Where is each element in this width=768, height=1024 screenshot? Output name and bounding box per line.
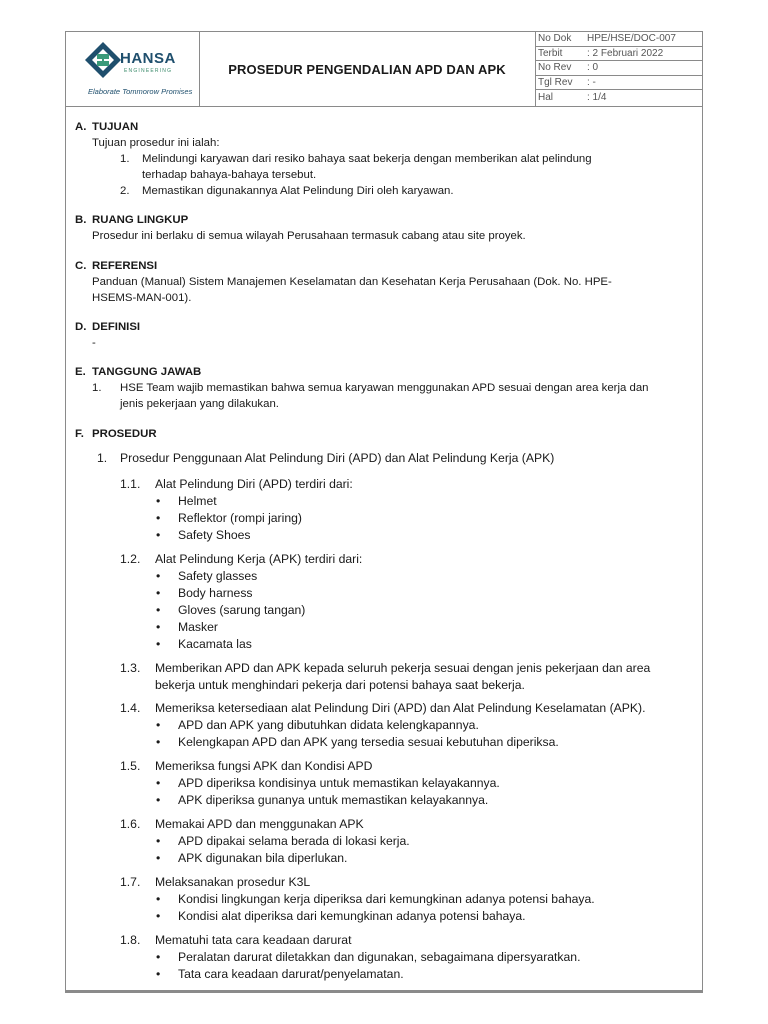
meta-value: : - bbox=[587, 77, 596, 89]
subsection-number: 1.5. bbox=[120, 759, 141, 773]
subsection-number: 1.7. bbox=[120, 875, 141, 889]
section-title: TANGGUNG JAWAB bbox=[92, 366, 202, 378]
section-heading-prosedur bbox=[75, 426, 157, 442]
bullet-icon: • bbox=[156, 620, 161, 634]
tujuan-intro: Tujuan prosedur ini ialah: bbox=[92, 137, 220, 149]
subsection-text-line1: Memberikan APD dan APK kepada seluruh pekerja sesuai dengan jenis pekerjaan dan area bbox=[155, 661, 651, 675]
meta-key: Hal bbox=[538, 92, 554, 104]
subsection-number: 1.6. bbox=[120, 817, 141, 831]
section-letter: E. bbox=[75, 366, 86, 378]
subsection-number: 1.1. bbox=[120, 477, 141, 491]
definisi-text: - bbox=[92, 337, 96, 349]
ruang-lingkup-text: Prosedur ini berlaku di semua wilayah Perusahaan termasuk cabang atau site proyek. bbox=[92, 230, 526, 242]
section-letter: C. bbox=[75, 260, 87, 272]
subsection-title: Memeriksa fungsi APK dan Kondisi APD bbox=[155, 759, 373, 773]
bullet-icon: • bbox=[156, 718, 161, 732]
subsection-title: Memeriksa ketersediaan alat Pelindung Diri (APD) dan Alat Pelindung Keselamatan (APK). bbox=[155, 701, 646, 715]
subsection-number: 1.2. bbox=[120, 552, 141, 566]
bullet-icon: • bbox=[156, 892, 161, 906]
hansa-logo-icon bbox=[83, 40, 123, 80]
subsection-title: Melaksanakan prosedur K3L bbox=[155, 875, 311, 889]
list-item: Helmet bbox=[178, 494, 217, 508]
title-cell bbox=[199, 32, 536, 106]
list-item: Kelengkapan APD dan APK yang tersedia sesuai kebutuhan diperiksa. bbox=[178, 735, 559, 749]
bullet-icon: • bbox=[156, 793, 161, 807]
list-item: Reflektor (rompi jaring) bbox=[178, 511, 302, 525]
section-heading-ruang-lingkup bbox=[75, 212, 188, 228]
list-number: 1. bbox=[92, 382, 102, 394]
section-letter: B. bbox=[75, 214, 87, 226]
list-item: APD dipakai selama berada di lokasi kerja. bbox=[178, 834, 410, 848]
list-item: Tata cara keadaan darurat/penyelamatan. bbox=[178, 967, 404, 981]
list-item: APD dan APK yang dibutuhkan didata kelengkapannya. bbox=[178, 718, 479, 732]
section-letter: D. bbox=[75, 321, 87, 333]
subsection-title: Mematuhi tata cara keadaan darurat bbox=[155, 933, 352, 947]
referensi-line2: HSEMS-MAN-001). bbox=[92, 292, 192, 304]
bullet-icon: • bbox=[156, 735, 161, 749]
meta-value: : 1/4 bbox=[587, 92, 607, 104]
list-number: 2. bbox=[120, 185, 130, 197]
logo-name: HANSA bbox=[120, 50, 176, 67]
logo-cell bbox=[66, 32, 200, 106]
meta-key: Terbit bbox=[538, 47, 563, 59]
meta-row-rev bbox=[535, 61, 702, 76]
list-item: Safety Shoes bbox=[178, 528, 251, 542]
subsection-title: Alat Pelindung Kerja (APK) terdiri dari: bbox=[155, 552, 363, 566]
bullet-icon: • bbox=[156, 586, 161, 600]
prosedur-1-title: Prosedur Penggunaan Alat Pelindung Diri (APD) dan Alat Pelindung Kerja (APK) bbox=[120, 451, 555, 465]
list-item: APD diperiksa kondisinya untuk memastikan kelayakannya. bbox=[178, 776, 500, 790]
referensi-line1: Panduan (Manual) Sistem Manajemen Keselamatan dan Kesehatan Kerja Perusahaan (Dok. No. HPE- bbox=[92, 276, 612, 288]
list-item: Peralatan darurat diletakkan dan digunakan, sebagaimana dipersyaratkan. bbox=[178, 950, 581, 964]
meta-value: : 2 Februari 2022 bbox=[587, 47, 664, 59]
tujuan-item-2: Memastikan digunakannya Alat Pelindung Diri oleh karyawan. bbox=[142, 185, 454, 197]
list-number: 1. bbox=[120, 153, 130, 165]
section-heading-referensi bbox=[75, 258, 157, 274]
meta-row-doc bbox=[535, 32, 702, 47]
subsection-number: 1.8. bbox=[120, 933, 141, 947]
section-title: RUANG LINGKUP bbox=[92, 214, 189, 226]
section-heading-definisi bbox=[75, 319, 140, 335]
document-header bbox=[66, 32, 702, 107]
document-meta bbox=[535, 32, 702, 106]
subsection-title: Memakai APD dan menggunakan APK bbox=[155, 817, 364, 831]
bullet-icon: • bbox=[156, 834, 161, 848]
meta-key: No Rev bbox=[538, 62, 572, 74]
meta-row-hal bbox=[535, 90, 702, 105]
list-item: Kondisi lingkungan kerja diperiksa dari kemungkinan adanya potensi bahaya. bbox=[178, 892, 595, 906]
bullet-icon: • bbox=[156, 603, 161, 617]
list-item: Safety glasses bbox=[178, 569, 258, 583]
meta-key: Tgl Rev bbox=[538, 77, 573, 89]
list-number: 1. bbox=[97, 451, 108, 465]
section-letter: A. bbox=[75, 121, 87, 133]
document-page bbox=[65, 31, 703, 993]
section-heading-tanggung-jawab bbox=[75, 364, 201, 380]
bullet-icon: • bbox=[156, 494, 161, 508]
meta-value: HPE/HSE/DOC-007 bbox=[587, 33, 676, 45]
tanggung-jawab-line2: jenis pekerjaan yang dilakukan. bbox=[120, 398, 279, 410]
subsection-text-line2: bekerja untuk menghindari pekerja dari potensi bahaya saat bekerja. bbox=[155, 678, 525, 692]
list-item: Kacamata las bbox=[178, 637, 252, 651]
section-title: REFERENSI bbox=[92, 260, 158, 272]
meta-row-terbit bbox=[535, 47, 702, 62]
bullet-icon: • bbox=[156, 909, 161, 923]
bullet-icon: • bbox=[156, 950, 161, 964]
section-letter: F. bbox=[75, 428, 84, 440]
meta-value: : 0 bbox=[587, 62, 599, 74]
list-item: APK digunakan bila diperlukan. bbox=[178, 851, 348, 865]
tujuan-item-1-line1: Melindungi karyawan dari resiko bahaya saat bekerja dengan memberikan alat pelindung bbox=[142, 153, 592, 165]
list-item: Body harness bbox=[178, 586, 253, 600]
subsection-number: 1.3. bbox=[120, 661, 141, 675]
bullet-icon: • bbox=[156, 511, 161, 525]
list-item: APK diperiksa gunanya untuk memastikan kelayakannya. bbox=[178, 793, 489, 807]
subsection-number: 1.4. bbox=[120, 701, 141, 715]
bullet-icon: • bbox=[156, 569, 161, 583]
bullet-icon: • bbox=[156, 851, 161, 865]
section-title: PROSEDUR bbox=[92, 428, 157, 440]
logo-subtitle: ENGINEERING bbox=[124, 68, 173, 74]
tujuan-item-1-line2: terhadap bahaya-bahaya tersebut. bbox=[142, 169, 317, 181]
list-item: Gloves (sarung tangan) bbox=[178, 603, 306, 617]
meta-row-tglrev bbox=[535, 76, 702, 91]
document-title: PROSEDUR PENGENDALIAN APD DAN APK bbox=[228, 61, 506, 77]
section-heading-tujuan bbox=[75, 119, 138, 135]
logo-tagline: Elaborate Tommorow Promises bbox=[88, 87, 193, 96]
list-item: Masker bbox=[178, 620, 218, 634]
section-title: DEFINISI bbox=[92, 321, 141, 333]
bullet-icon: • bbox=[156, 776, 161, 790]
meta-key: No Dok bbox=[538, 33, 572, 45]
bullet-icon: • bbox=[156, 528, 161, 542]
bullet-icon: • bbox=[156, 637, 161, 651]
section-title: TUJUAN bbox=[92, 121, 139, 133]
bullet-icon: • bbox=[156, 967, 161, 981]
subsection-title: Alat Pelindung Diri (APD) terdiri dari: bbox=[155, 477, 353, 491]
tanggung-jawab-line1: HSE Team wajib memastikan bahwa semua karyawan menggunakan APD sesuai dengan area kerja dan bbox=[120, 382, 649, 394]
list-item: Kondisi alat diperiksa dari kemungkinan adanya potensi bahaya. bbox=[178, 909, 526, 923]
